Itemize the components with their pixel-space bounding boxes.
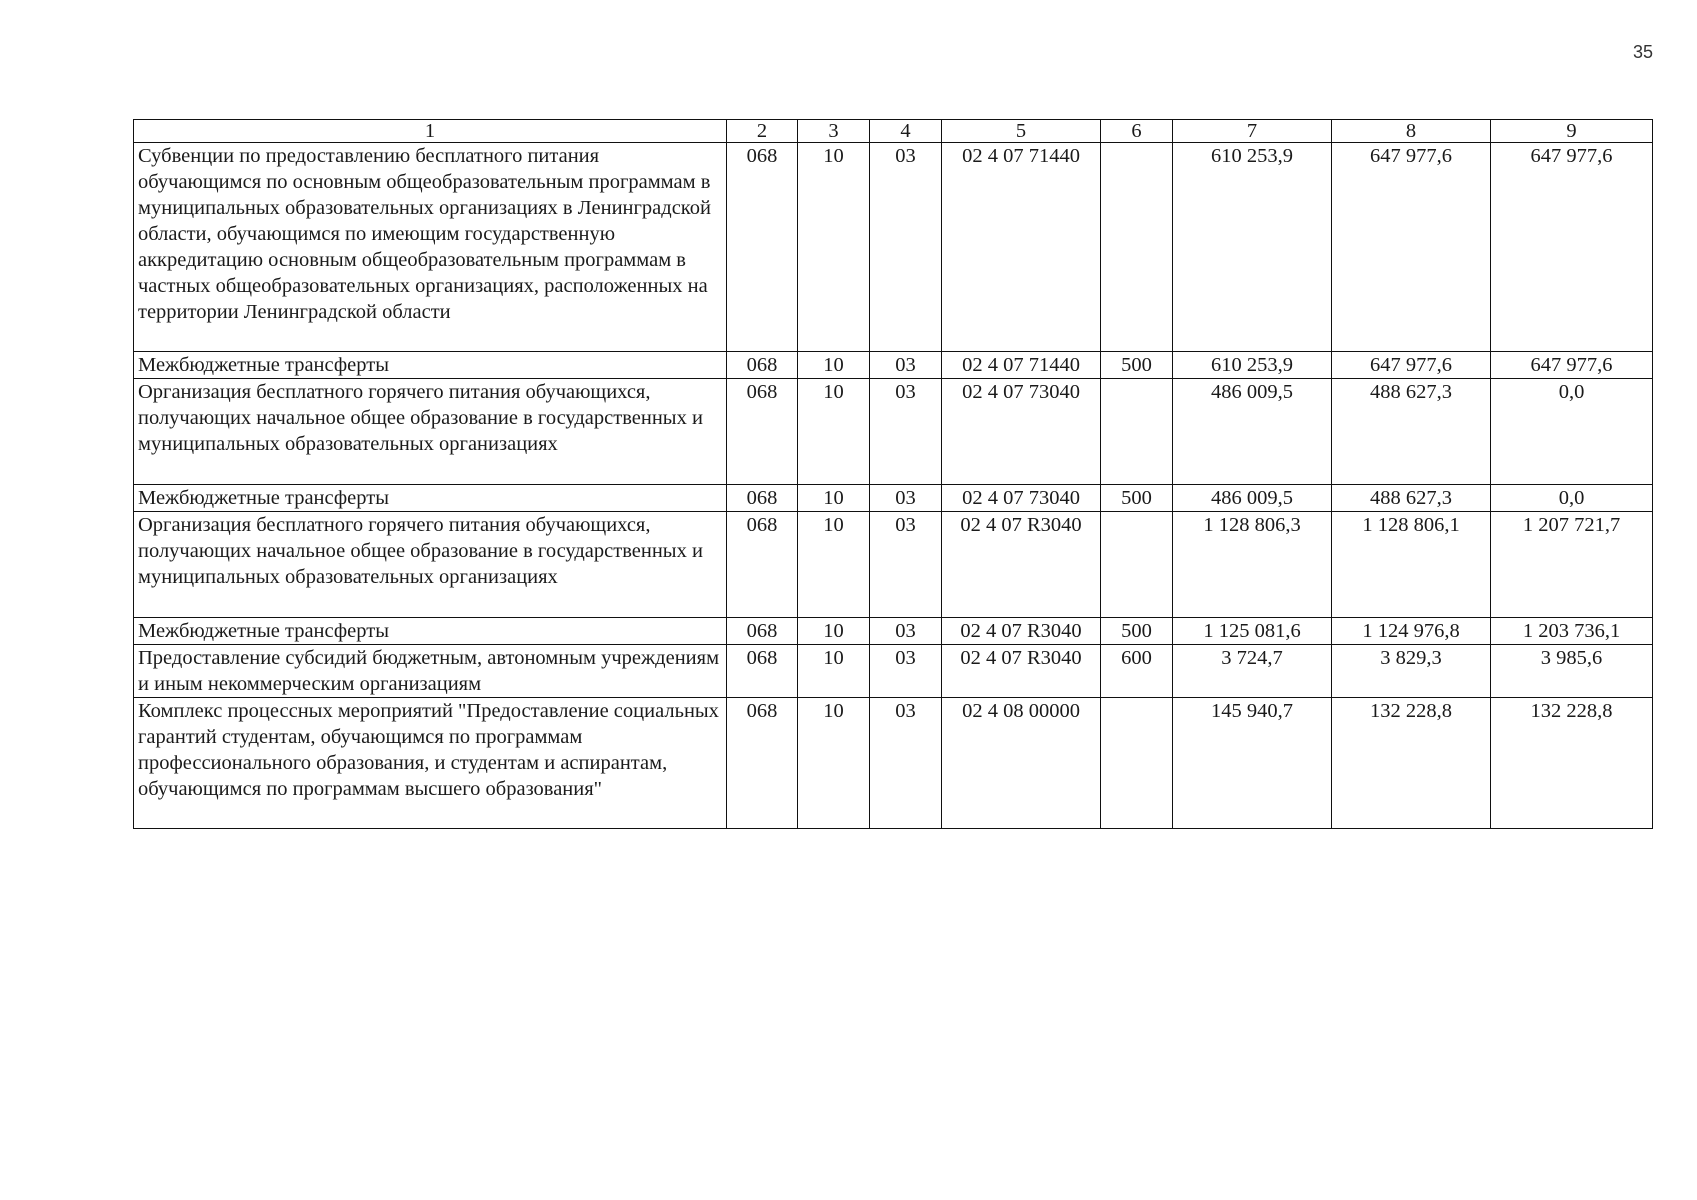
- table-row: [134, 143, 1653, 352]
- cell-ministry-code: 068: [727, 512, 798, 618]
- column-header: 6: [1101, 120, 1173, 143]
- cell-ministry-code: 068: [727, 352, 798, 379]
- cell-target-article: 02 4 07 R3040: [942, 618, 1101, 645]
- row-name: Комплекс процессных мероприятий "Предоставление социальных гарантий студентам, обучающимся по программам профессионального образования, и студентам и аспирантам, обучающимся по программам высшего образования": [134, 698, 727, 829]
- cell-subsection: 03: [870, 645, 942, 698]
- row-name: Межбюджетные трансферты: [134, 352, 727, 379]
- table-row: [134, 698, 1653, 829]
- table-row: [134, 645, 1653, 698]
- column-header: 8: [1332, 120, 1491, 143]
- cell-ministry-code: 068: [727, 645, 798, 698]
- cell-ministry-code: 068: [727, 143, 798, 352]
- cell-amount-col8: 1 128 806,1: [1332, 512, 1491, 618]
- cell-amount-col7: 145 940,7: [1173, 698, 1332, 829]
- cell-amount-col9: 0,0: [1491, 379, 1653, 485]
- table-row: [134, 485, 1653, 512]
- cell-target-article: 02 4 07 73040: [942, 379, 1101, 485]
- cell-ministry-code: 068: [727, 379, 798, 485]
- cell-ministry-code: 068: [727, 485, 798, 512]
- cell-target-article: 02 4 07 73040: [942, 485, 1101, 512]
- table-row: [134, 379, 1653, 485]
- cell-subsection: 03: [870, 143, 942, 352]
- cell-subsection: 03: [870, 485, 942, 512]
- budget-table: [133, 119, 1653, 829]
- table-row: [134, 618, 1653, 645]
- cell-section: 10: [798, 485, 870, 512]
- cell-amount-col7: 486 009,5: [1173, 379, 1332, 485]
- column-header: 3: [798, 120, 870, 143]
- table-header-row: [134, 120, 1653, 143]
- cell-amount-col7: 486 009,5: [1173, 485, 1332, 512]
- cell-amount-col7: 3 724,7: [1173, 645, 1332, 698]
- cell-amount-col8: 488 627,3: [1332, 485, 1491, 512]
- cell-expense-type: 500: [1101, 485, 1173, 512]
- column-header: 4: [870, 120, 942, 143]
- cell-amount-col9: 1 203 736,1: [1491, 618, 1653, 645]
- row-name: Субвенции по предоставлению бесплатного питания обучающимся по основным общеобразовательным программам в муниципальных образовательных организациях в Ленинградской области, обучающимся по имеющим государственную аккредитацию основным общеобразовательным программам в частных общеобразовательных организациях, расположенных на территории Ленинградской области: [134, 143, 727, 352]
- cell-target-article: 02 4 07 71440: [942, 352, 1101, 379]
- cell-amount-col9: 132 228,8: [1491, 698, 1653, 829]
- cell-section: 10: [798, 698, 870, 829]
- cell-amount-col9: 1 207 721,7: [1491, 512, 1653, 618]
- cell-section: 10: [798, 379, 870, 485]
- cell-amount-col8: 488 627,3: [1332, 379, 1491, 485]
- page-number: 35: [1633, 42, 1654, 62]
- table-row: [134, 512, 1653, 618]
- cell-subsection: 03: [870, 512, 942, 618]
- cell-target-article: 02 4 07 R3040: [942, 512, 1101, 618]
- cell-subsection: 03: [870, 698, 942, 829]
- row-name: Межбюджетные трансферты: [134, 485, 727, 512]
- cell-section: 10: [798, 143, 870, 352]
- cell-section: 10: [798, 618, 870, 645]
- cell-amount-col9: 647 977,6: [1491, 143, 1653, 352]
- cell-subsection: 03: [870, 379, 942, 485]
- row-name: Предоставление субсидий бюджетным, автономным учреждениям и иным некоммерческим организациям: [134, 645, 727, 698]
- cell-subsection: 03: [870, 618, 942, 645]
- cell-amount-col7: 1 125 081,6: [1173, 618, 1332, 645]
- cell-target-article: 02 4 07 71440: [942, 143, 1101, 352]
- column-header: 2: [727, 120, 798, 143]
- cell-target-article: 02 4 07 R3040: [942, 645, 1101, 698]
- cell-amount-col8: 647 977,6: [1332, 352, 1491, 379]
- cell-amount-col9: 647 977,6: [1491, 352, 1653, 379]
- cell-amount-col9: 3 985,6: [1491, 645, 1653, 698]
- cell-subsection: 03: [870, 352, 942, 379]
- cell-expense-type: 500: [1101, 352, 1173, 379]
- cell-expense-type: 500: [1101, 618, 1173, 645]
- cell-amount-col8: 1 124 976,8: [1332, 618, 1491, 645]
- table-row: [134, 352, 1653, 379]
- cell-ministry-code: 068: [727, 618, 798, 645]
- row-name: Организация бесплатного горячего питания обучающихся, получающих начальное общее образование в государственных и муниципальных образовательных организациях: [134, 512, 727, 618]
- column-header: 9: [1491, 120, 1653, 143]
- cell-section: 10: [798, 352, 870, 379]
- cell-expense-type: [1101, 512, 1173, 618]
- cell-expense-type: [1101, 379, 1173, 485]
- column-header: 7: [1173, 120, 1332, 143]
- cell-amount-col7: 610 253,9: [1173, 143, 1332, 352]
- cell-amount-col8: 132 228,8: [1332, 698, 1491, 829]
- cell-amount-col9: 0,0: [1491, 485, 1653, 512]
- cell-section: 10: [798, 512, 870, 618]
- cell-expense-type: [1101, 143, 1173, 352]
- cell-target-article: 02 4 08 00000: [942, 698, 1101, 829]
- column-header: 1: [134, 120, 727, 143]
- cell-expense-type: 600: [1101, 645, 1173, 698]
- cell-amount-col7: 1 128 806,3: [1173, 512, 1332, 618]
- column-header: 5: [942, 120, 1101, 143]
- cell-ministry-code: 068: [727, 698, 798, 829]
- cell-amount-col8: 647 977,6: [1332, 143, 1491, 352]
- cell-expense-type: [1101, 698, 1173, 829]
- cell-amount-col7: 610 253,9: [1173, 352, 1332, 379]
- cell-amount-col8: 3 829,3: [1332, 645, 1491, 698]
- row-name: Организация бесплатного горячего питания обучающихся, получающих начальное общее образование в государственных и муниципальных образовательных организациях: [134, 379, 727, 485]
- row-name: Межбюджетные трансферты: [134, 618, 727, 645]
- cell-section: 10: [798, 645, 870, 698]
